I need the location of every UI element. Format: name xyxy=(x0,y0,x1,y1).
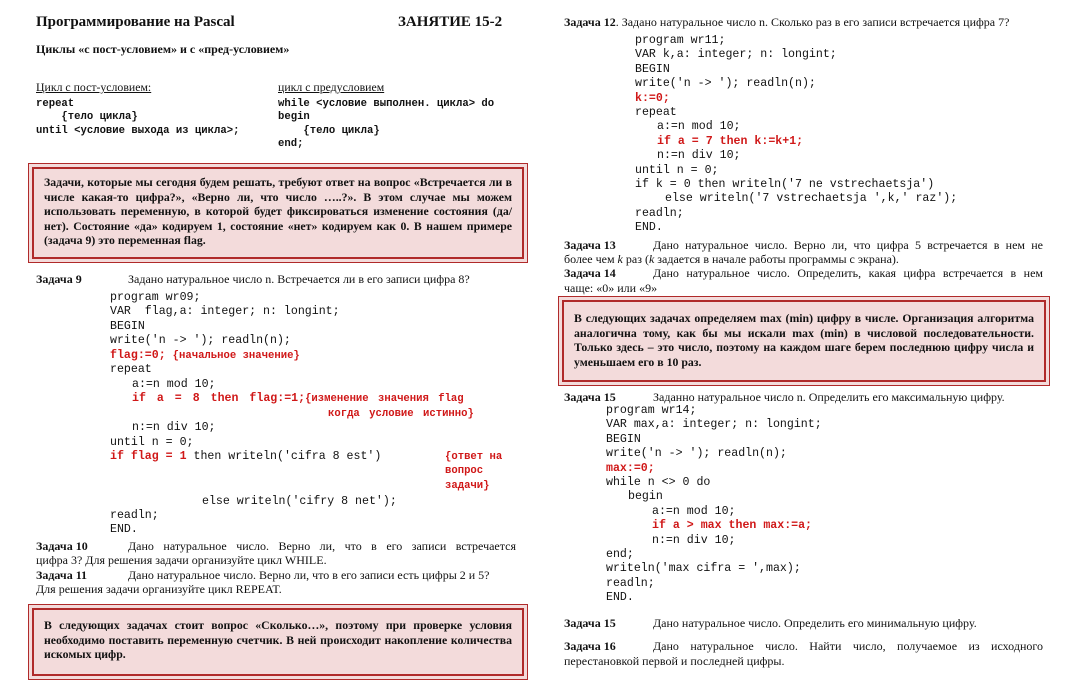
max-init: max:=0; xyxy=(606,461,655,475)
code-line: VAR k,a: integer; n: longint; xyxy=(635,48,837,62)
task15-label: Задача 15 xyxy=(564,390,616,404)
task13-label: Задача 13 xyxy=(564,238,616,252)
code-line: write('n -> '); readln(n); xyxy=(635,77,816,91)
task12-label: Задача 12 xyxy=(564,15,616,29)
page-title: Программирование на Pascal xyxy=(36,14,235,30)
task16-label: Задача 16 xyxy=(564,639,616,653)
counter-increment: if a = 7 then k:=k+1; xyxy=(657,134,804,148)
code-line: program wr14; xyxy=(606,404,697,417)
flag-check: if flag = 1 xyxy=(110,450,187,463)
code-line: else writeln('7 vstrechaetsja ',k,' raz'); xyxy=(665,192,958,206)
code-line: begin xyxy=(628,490,663,504)
code-line: readln; xyxy=(606,576,655,590)
var-k: k xyxy=(617,252,623,266)
code-line: until n = 0; xyxy=(635,163,719,177)
task12-heading xyxy=(564,15,1009,30)
task14-text: Дано натуральное число. Определить, какая цифра встречается в нем xyxy=(653,266,1043,280)
code-line: a:=n mod 10; xyxy=(657,120,741,134)
task9-text: Задано натуральное число n. Встречается ли в его записи цифра 8? xyxy=(128,272,470,286)
subtitle: Циклы «с пост-условием» и с «пред-условием» xyxy=(36,42,290,56)
code-line: END. xyxy=(635,221,663,235)
code-line: n:=n div 10; xyxy=(132,421,216,434)
task10-text-2: цифра 3? Для решения задачи организуйте цикл WHILE. xyxy=(36,553,327,567)
note-box-flag: Задачи, которые мы сегодня будем решать, требуют ответ на вопрос «Встречается ли в числе какая-то цифра?», «Верно ли, что число …..?». В этом случае мы можем использовать переменную, в которой будет фиксироваться изменение состояния (да/нет). Состояние «да» кодируем 1, состояние «нет» кодируем как 0. В нашем примере (задача 9) это переменная flag. xyxy=(32,167,524,259)
code-line: repeat xyxy=(110,363,152,377)
code-line: BEGIN xyxy=(110,319,145,333)
code-line: while n <> 0 do xyxy=(606,476,711,490)
task15b-text: Дано натуральное число. Определить его минимальную цифру. xyxy=(653,616,977,630)
code-line: n:=n div 10; xyxy=(657,149,741,163)
task13-text-2 xyxy=(564,252,899,267)
pre-condition-code xyxy=(278,98,494,152)
post-condition-label: Цикл с пост-условием: xyxy=(36,80,152,94)
max-update: if a > max then max:=a; xyxy=(652,519,813,533)
code-line: repeat xyxy=(635,106,677,120)
code-comment: вопрос xyxy=(445,465,484,478)
code-line xyxy=(132,392,464,406)
code-line: else writeln('cifry 8 net'); xyxy=(202,495,397,508)
note-box-counter: В следующих задачах стоит вопрос «Сколько…», поэтому при проверке условия необходимо поставить переменную счетчик. В ней происходит накопление количества искомых цифр. xyxy=(32,608,524,676)
var-k: k xyxy=(648,252,655,266)
code-then: then writeln('cifra 8 est') xyxy=(193,450,382,463)
task15b-label: Задача 15 xyxy=(564,616,616,630)
task16-text-2: перестановкой первой и последней цифры. xyxy=(564,654,785,668)
task11-text: Дано натуральное число. Верно ли, что в его записи есть цифры 2 и 5? xyxy=(128,568,490,582)
task9-code xyxy=(110,291,340,377)
text-run: задается в начале работы программы с экрана). xyxy=(654,252,899,266)
code-line: {тело цикла} xyxy=(278,124,380,137)
task15-code xyxy=(606,404,822,606)
code-line: BEGIN xyxy=(606,432,641,446)
code-line: until <условие выхода из цикла>; xyxy=(36,124,240,137)
code-line: while <условие выполнен. цикла> do xyxy=(278,98,495,110)
task9-label: Задача 9 xyxy=(36,272,82,286)
code-line: a:=n mod 10; xyxy=(652,504,736,518)
code-line: VAR max,a: integer; n: longint; xyxy=(606,418,822,432)
task15-text: Заданно натуральное число n. Определить его максимальную цифру. xyxy=(653,390,1005,404)
code-comment: {ответ на xyxy=(445,451,503,463)
code-line: readln; xyxy=(635,206,684,220)
code-line: readln; xyxy=(110,509,159,522)
code-line: write('n -> '); readln(n); xyxy=(606,447,787,461)
code-line: end; xyxy=(278,138,304,151)
task14-text-2: чаще: «0» или «9» xyxy=(564,281,658,295)
pre-condition-label: цикл с предусловием xyxy=(278,80,385,94)
code-line: VAR flag,a: integer; n: longint; xyxy=(110,305,340,319)
code-line: {тело цикла} xyxy=(36,111,138,124)
code-line: if k = 0 then writeln('7 ne vstrechaetsja') xyxy=(635,178,935,192)
code-line: program wr09; xyxy=(110,291,201,304)
code-line: end; xyxy=(606,548,634,562)
code-line: n:=n div 10; xyxy=(652,533,736,547)
task14-label: Задача 14 xyxy=(564,266,616,280)
post-condition-code xyxy=(36,98,239,138)
flag-set: if a = 8 then flag:=1; xyxy=(132,392,306,406)
code-line xyxy=(110,349,340,363)
code-line: until n = 0; xyxy=(110,436,194,449)
lesson-number: ЗАНЯТИЕ 15-2 xyxy=(398,14,503,30)
note-box-max: В следующих задачах определяем max (min) цифру в числе. Организация алгоритма аналогична тому, как бы мы искали max (min) в числовой последовательности. Только здесь – это число, поэтому на каждом шаге берем последнюю цифру числа и уменьшаем его в 10 раз. xyxy=(562,300,1046,382)
answer-comment xyxy=(445,450,502,493)
code-comment: {изменение значения flag xyxy=(305,393,464,406)
code-line: writeln('max cifra = ',max); xyxy=(606,562,801,576)
code-line: a:=n mod 10; xyxy=(132,378,216,391)
flag-init: flag:=0; xyxy=(110,348,166,362)
text-run: раз ( xyxy=(622,252,649,266)
task16-text: Дано натуральное число. Найти число, получаемое из исходного xyxy=(653,639,1043,653)
task10-text: Дано натуральное число. Верно ли, что в его записи встречается xyxy=(128,539,516,553)
task11-label: Задача 11 xyxy=(36,568,88,582)
code-line: begin xyxy=(278,111,310,124)
code-comment: когда условие истинно} xyxy=(328,408,474,420)
counter-init: k:=0; xyxy=(635,91,670,105)
task11-text-2: Для решения задачи организуйте цикл REPEAT. xyxy=(36,582,282,596)
text-run: более чем xyxy=(564,252,618,266)
code-comment: {начальное значение} xyxy=(172,349,300,362)
code-line: BEGIN xyxy=(635,62,670,76)
code-line: program wr11; xyxy=(635,34,726,47)
task10-label: Задача 10 xyxy=(36,539,88,553)
code-comment: задачи} xyxy=(445,479,490,492)
code-line: write('n -> '); readln(n); xyxy=(110,334,291,348)
code-line: END. xyxy=(110,523,138,536)
task13-text: Дано натуральное число. Верно ли, что цифра 5 встречается в нем не xyxy=(653,238,1043,252)
task12-code xyxy=(635,34,957,236)
code-line: END. xyxy=(606,591,634,605)
task9-code-loop xyxy=(132,378,464,407)
task12-text: . Задано натуральное число n. Сколько раз в его записи встречается цифра 7? xyxy=(615,15,1010,29)
code-line xyxy=(110,450,381,464)
code-line: repeat xyxy=(36,98,75,110)
